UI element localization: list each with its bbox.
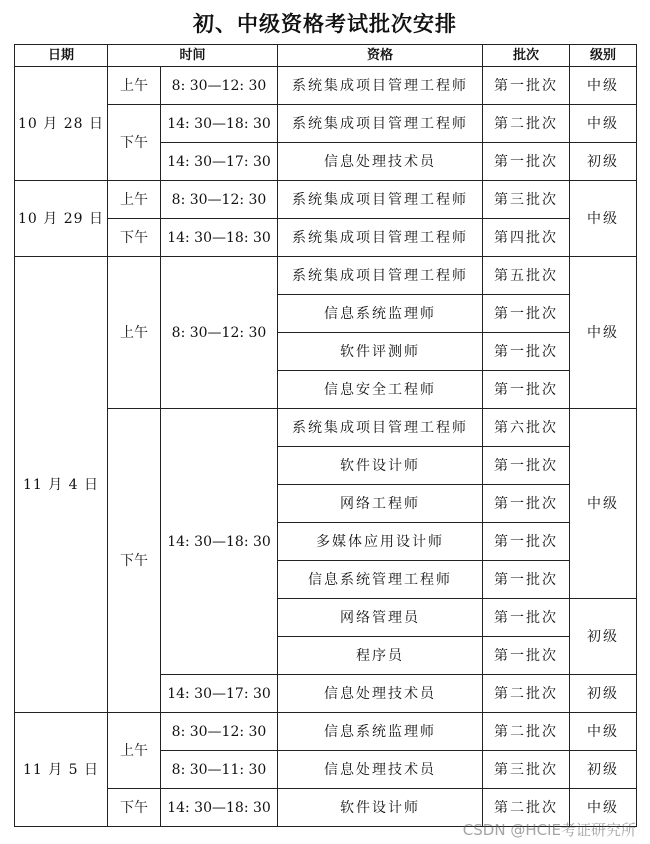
qualification-cell: 软件设计师 <box>278 789 483 827</box>
qualification-cell: 软件评测师 <box>278 333 483 371</box>
level-cell: 初级 <box>570 751 637 789</box>
batch-cell: 第二批次 <box>483 789 570 827</box>
period-cell: 上午 <box>108 713 161 789</box>
time-cell: 14: 30—18: 30 <box>161 789 278 827</box>
time-cell: 8: 30—12: 30 <box>161 67 278 105</box>
header-date: 日期 <box>15 45 108 67</box>
batch-cell: 第三批次 <box>483 751 570 789</box>
level-cell: 初级 <box>570 675 637 713</box>
time-cell: 14: 30—18: 30 <box>161 409 278 675</box>
period-cell: 上午 <box>108 67 161 105</box>
batch-cell: 第六批次 <box>483 409 570 447</box>
table-row <box>15 219 637 257</box>
qualification-cell: 系统集成项目管理工程师 <box>278 67 483 105</box>
header-time: 时间 <box>108 45 278 67</box>
level-cell: 中级 <box>570 67 637 105</box>
table-header-row <box>15 45 637 67</box>
batch-cell: 第二批次 <box>483 713 570 751</box>
qualification-cell: 系统集成项目管理工程师 <box>278 105 483 143</box>
period-cell: 下午 <box>108 219 161 257</box>
batch-cell: 第二批次 <box>483 105 570 143</box>
qualification-cell: 系统集成项目管理工程师 <box>278 409 483 447</box>
batch-cell: 第一批次 <box>483 637 570 675</box>
batch-cell: 第一批次 <box>483 523 570 561</box>
level-cell: 中级 <box>570 181 637 257</box>
period-cell: 上午 <box>108 257 161 409</box>
level-cell: 中级 <box>570 713 637 751</box>
time-cell: 14: 30—18: 30 <box>161 219 278 257</box>
level-cell: 初级 <box>570 599 637 675</box>
time-cell: 8: 30—12: 30 <box>161 181 278 219</box>
level-cell: 中级 <box>570 409 637 599</box>
time-cell: 8: 30—11: 30 <box>161 751 278 789</box>
period-cell: 下午 <box>108 409 161 713</box>
batch-cell: 第四批次 <box>483 219 570 257</box>
qualification-cell: 信息系统监理师 <box>278 713 483 751</box>
time-cell: 8: 30—12: 30 <box>161 257 278 409</box>
qualification-cell: 程序员 <box>278 637 483 675</box>
qualification-cell: 系统集成项目管理工程师 <box>278 181 483 219</box>
level-cell: 中级 <box>570 105 637 143</box>
qualification-cell: 软件设计师 <box>278 447 483 485</box>
batch-cell: 第一批次 <box>483 67 570 105</box>
date-cell: 10 月 28 日 <box>15 67 108 181</box>
batch-cell: 第三批次 <box>483 181 570 219</box>
qualification-cell: 系统集成项目管理工程师 <box>278 257 483 295</box>
table-row <box>15 67 637 105</box>
watermark: CSDN @HCIE考证研究所 <box>462 821 636 839</box>
table-row <box>15 713 637 751</box>
batch-cell: 第二批次 <box>483 675 570 713</box>
level-cell: 初级 <box>570 143 637 181</box>
qualification-cell: 系统集成项目管理工程师 <box>278 219 483 257</box>
header-batch: 批次 <box>483 45 570 67</box>
exam-schedule-table <box>14 44 637 827</box>
batch-cell: 第一批次 <box>483 333 570 371</box>
period-cell: 下午 <box>108 105 161 181</box>
date-cell: 11 月 4 日 <box>15 257 108 713</box>
time-cell: 14: 30—18: 30 <box>161 105 278 143</box>
batch-cell: 第一批次 <box>483 371 570 409</box>
date-cell: 10 月 29 日 <box>15 181 108 257</box>
time-cell: 14: 30—17: 30 <box>161 143 278 181</box>
period-cell: 下午 <box>108 789 161 827</box>
batch-cell: 第一批次 <box>483 599 570 637</box>
header-level: 级别 <box>570 45 637 67</box>
level-cell: 中级 <box>570 257 637 409</box>
table-row <box>15 181 637 219</box>
qualification-cell: 网络工程师 <box>278 485 483 523</box>
header-qualification: 资格 <box>278 45 483 67</box>
qualification-cell: 信息处理技术员 <box>278 751 483 789</box>
date-cell: 11 月 5 日 <box>15 713 108 827</box>
period-cell: 上午 <box>108 181 161 219</box>
table-row <box>15 257 637 295</box>
batch-cell: 第一批次 <box>483 447 570 485</box>
batch-cell: 第一批次 <box>483 485 570 523</box>
qualification-cell: 信息安全工程师 <box>278 371 483 409</box>
batch-cell: 第一批次 <box>483 561 570 599</box>
qualification-cell: 信息处理技术员 <box>278 143 483 181</box>
qualification-cell: 多媒体应用设计师 <box>278 523 483 561</box>
time-cell: 8: 30—12: 30 <box>161 713 278 751</box>
table-row <box>15 409 637 447</box>
batch-cell: 第一批次 <box>483 295 570 333</box>
level-cell: 中级 <box>570 789 637 827</box>
batch-cell: 第五批次 <box>483 257 570 295</box>
time-cell: 14: 30—17: 30 <box>161 675 278 713</box>
qualification-cell: 信息系统监理师 <box>278 295 483 333</box>
qualification-cell: 信息系统管理工程师 <box>278 561 483 599</box>
qualification-cell: 网络管理员 <box>278 599 483 637</box>
table-row <box>15 105 637 143</box>
batch-cell: 第一批次 <box>483 143 570 181</box>
page-title: 初、中级资格考试批次安排 <box>193 11 457 36</box>
qualification-cell: 信息处理技术员 <box>278 675 483 713</box>
